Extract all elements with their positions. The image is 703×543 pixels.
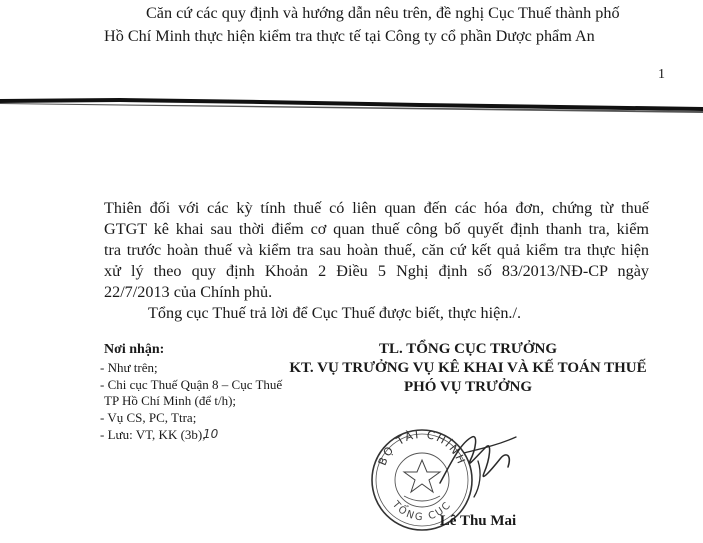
signature-line-3: PHÓ VỤ TRƯỞNG [403,379,533,395]
seal-bottom-text: TỔNG CỤC [389,499,455,524]
recipients-title: Nơi nhận: [104,342,165,357]
closing-sentence: Tổng cục Thuế trả lời để Cục Thuế được biết, thực hiện./. [148,304,522,322]
signature-line-2: KT. VỤ TRƯỞNG VỤ KÊ KHAI VÀ KẾ TOÁN THUẾ [289,360,647,376]
paragraph-line-5: 22/7/2013 của Chính phủ. [104,283,273,301]
page-number: 1 [658,67,665,82]
page-break-band [0,90,703,124]
page1-line-1: Căn cứ các quy định và hướng dẫn nêu trên, đề nghị Cục Thuế thành phố [146,4,620,22]
paragraph-line-3: tra trước hoàn thuế và kiểm tra sau hoàn thuế, căn cứ kết quả kiểm tra thực hiện [104,241,649,259]
recipient-line: - Như trên; [100,360,158,375]
seal-top-text: BỘ TÀI CHÍNH [375,427,469,468]
recipient-line: - Chi cục Thuế Quận 8 – Cục Thuế [100,377,283,392]
handwritten-signature [420,425,540,505]
signer-name: Lê Thu Mai [439,513,517,529]
handwritten-mark: 10 [203,427,219,441]
paragraph-line-4: xử lý theo quy định Khoản 2 Điều 5 Nghị định số 83/2013/NĐ-CP ngày [104,262,649,280]
recipient-line: TP Hồ Chí Minh (để t/h); [104,393,237,408]
paragraph-line-1: Thiên đối với các kỳ tính thuế có liên quan đến các hóa đơn, chứng từ thuế [104,199,649,217]
page1-line-2: Hồ Chí Minh thực hiện kiểm tra thực tế tại Công ty cổ phần Dược phẩm An [104,27,595,45]
recipient-line: - Lưu: VT, KK (3b), [100,427,206,442]
recipient-line: - Vụ CS, PC, Ttra; [100,410,197,425]
signature-line-1: TL. TỔNG CỤC TRƯỞNG [378,341,558,357]
paragraph-line-2: GTGT kê khai sau thời điểm cơ quan thuế công bố quyết định thanh tra, kiểm [104,220,649,238]
